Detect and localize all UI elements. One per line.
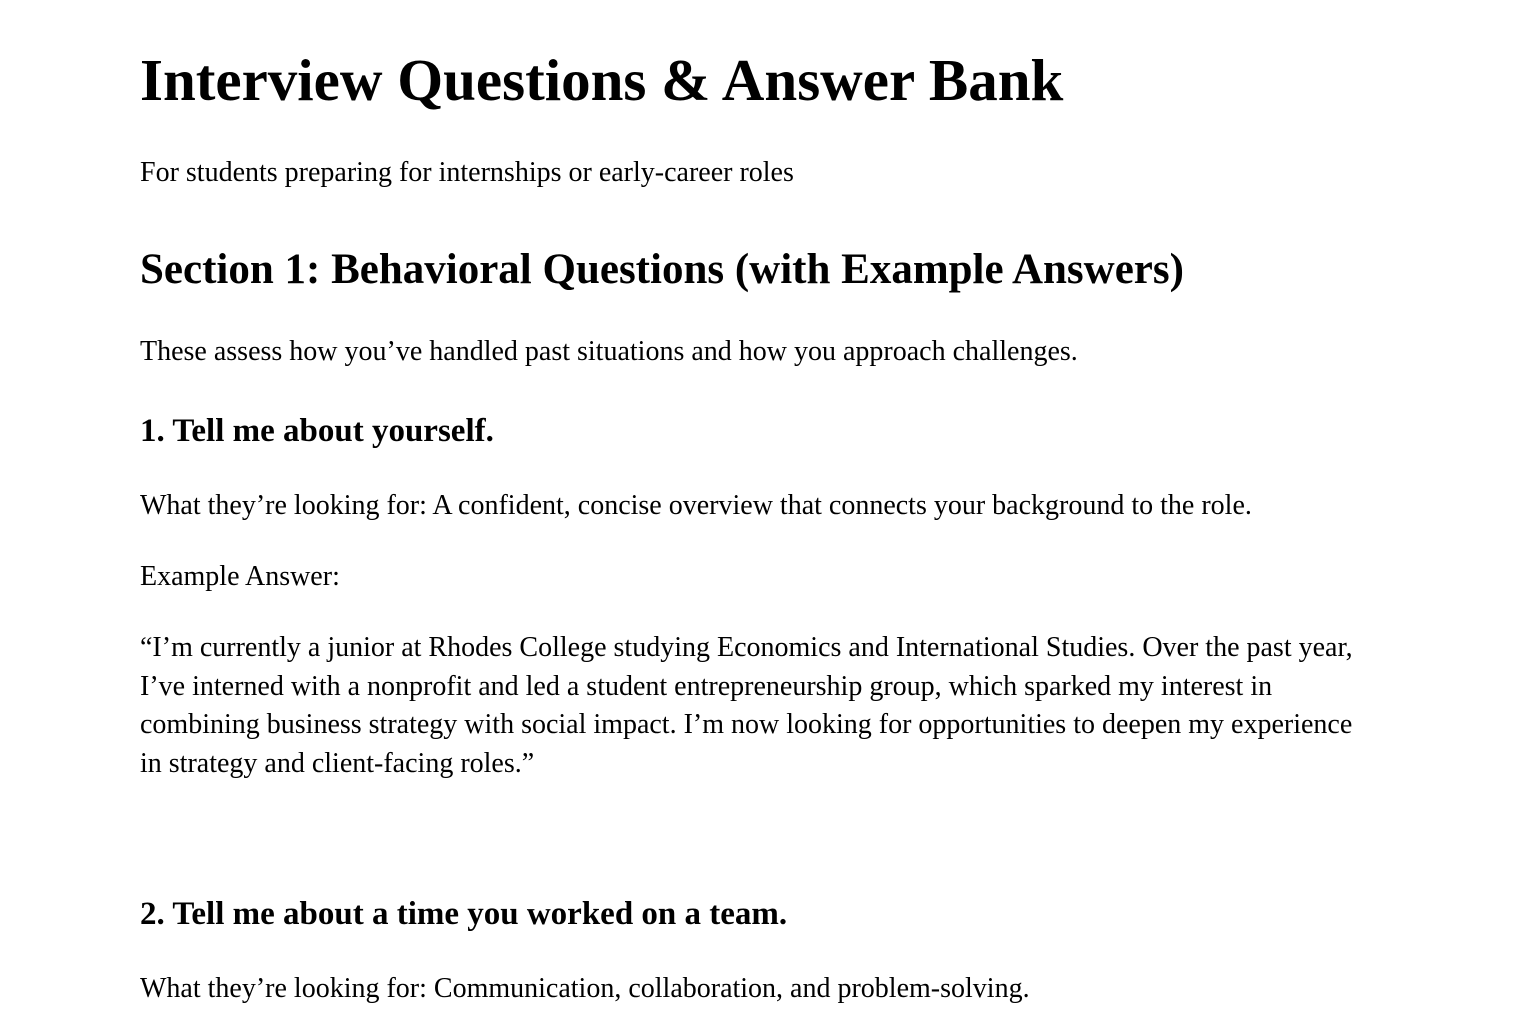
question-1-example-label: Example Answer: [140, 561, 340, 592]
section-1-heading: Section 1: Behavioral Questions (with Example Answers) [140, 246, 1184, 293]
section-1-intro: These assess how you’ve handled past situations and how you approach challenges. [140, 336, 1078, 367]
question-1-example-answer: “I’m currently a junior at Rhodes College studying Economics and International Studies. Over the past year, I’ve interned with a nonprofit and led a student entrepreneurship group, which sparked my interest in combining business strategy with social impact. I’m now looking for opportunities to deepen my experience in strategy and client-facing roles.” [140, 632, 1353, 779]
question-1-looking-for: What they’re looking for: A confident, concise overview that connects your background to the role. [140, 490, 1252, 521]
question-2-looking-for: What they’re looking for: Communication, collaboration, and problem-solving. [140, 973, 1030, 1004]
question-2-heading: 2. Tell me about a time you worked on a team. [140, 896, 788, 932]
question-1-heading: 1. Tell me about yourself. [140, 413, 494, 449]
document-subtitle: For students preparing for internships or early-career roles [140, 157, 794, 188]
document-title: Interview Questions & Answer Bank [140, 47, 1064, 113]
